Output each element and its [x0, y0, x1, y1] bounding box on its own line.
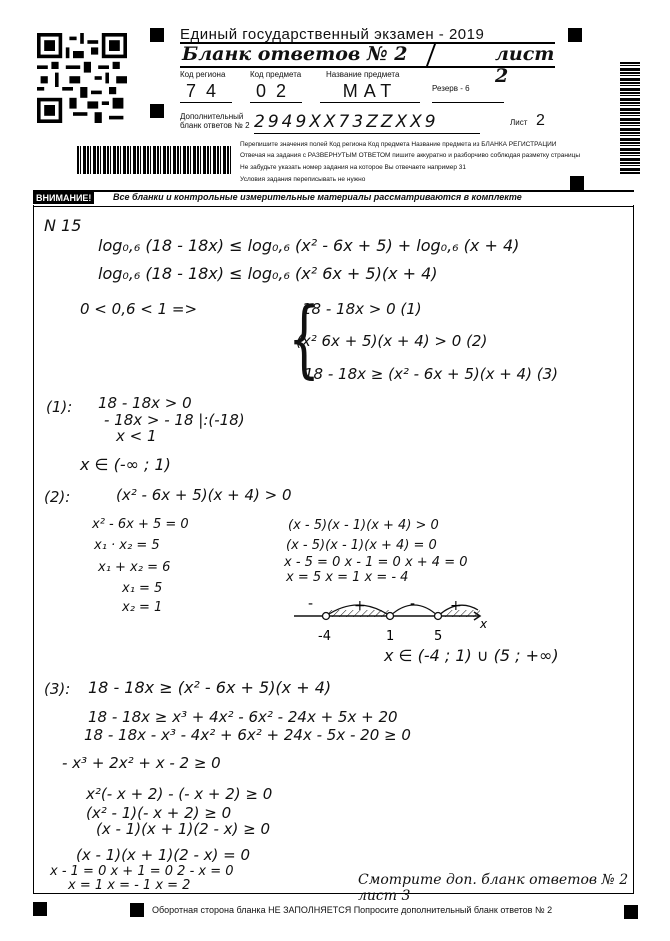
- work-line: x = 1 x = - 1 x = 2: [68, 878, 191, 893]
- alignment-marker: [150, 104, 164, 118]
- system-line: 18 - 18x > 0 (1): [302, 300, 422, 318]
- work-line: 18 - 18x ≥ (x² - 6x + 5)(x + 4): [88, 678, 332, 697]
- tick-label: 5: [434, 629, 443, 644]
- open-point: [323, 613, 330, 620]
- work-line: 18 - 18x > 0: [98, 394, 192, 412]
- horizontal-barcode: [77, 146, 232, 174]
- work-line: x₁ · x₂ = 5: [94, 538, 160, 553]
- alignment-marker: [568, 28, 582, 42]
- part-answer: x ∈ (-4 ; 1) ∪ (5 ; +∞): [384, 646, 559, 665]
- sign-label: +: [354, 598, 366, 614]
- tick-label: 1: [386, 629, 395, 644]
- sheet-number-label: Лист: [510, 118, 528, 127]
- part-label: (2):: [44, 488, 71, 506]
- sheet-label: лист 2: [495, 43, 555, 87]
- sheet-number[interactable]: 2: [536, 112, 545, 129]
- instruction-line-1: Перепишите значения полей Код региона Код предмета Название предмета из БЛАНКА РЕГИСТРАЦИИ: [240, 141, 557, 148]
- work-line: x - 1 = 0 x + 1 = 0 2 - x = 0: [50, 864, 234, 879]
- axis-variable: x: [480, 617, 488, 631]
- qr-code: [37, 33, 127, 123]
- number-line: [290, 588, 500, 648]
- continuation-note: Смотрите доп. бланк ответов № 2 лист 3: [358, 872, 629, 904]
- work-line: 18 - 18x - x³ - 4x² + 6x² + 24x - 5x - 20 ≥ 0: [84, 726, 411, 744]
- vertical-barcode: [620, 62, 640, 174]
- work-line: (x² - 1)(- x + 2) ≥ 0: [86, 804, 232, 822]
- task-number: N 15: [44, 216, 82, 235]
- instruction-line-2: Отвечая на задания с РАЗВЕРНУТЫМ ОТВЕТОМ пишите аккуратно и разборчиво соблюдая разметку страницы: [240, 152, 581, 159]
- work-line: x₂ = 1: [122, 600, 163, 615]
- subject-code-label: Код предмета: [250, 70, 302, 79]
- part-label: (1):: [46, 398, 73, 416]
- system-line: 18 - 18x ≥ (x² - 6x + 5)(x + 4) (3): [304, 365, 558, 383]
- work-line: (x - 1)(x + 1)(2 - x) = 0: [76, 846, 251, 864]
- title-divider: [426, 44, 436, 66]
- open-point: [435, 613, 442, 620]
- work-line: log₀,₆ (18 - 18x) ≤ log₀,₆ (x² - 6x + 5) + log₀,₆ (x + 4): [98, 236, 520, 255]
- instruction-line-4: Условия задания переписывать не нужно: [240, 176, 366, 183]
- work-line: x² - 6x + 5 = 0: [92, 517, 189, 532]
- work-line: 0 < 0,6 < 1 =>: [80, 300, 198, 318]
- work-line: x₁ = 5: [122, 581, 163, 596]
- work-line: x²(- x + 2) - (- x + 2) ≥ 0: [86, 785, 273, 803]
- subject-code-field[interactable]: 02: [250, 80, 302, 103]
- subject-name-label: Название предмета: [326, 70, 400, 79]
- instruction-line-3: Не забудьте указать номер задания на которое Вы отвечаете например 31: [240, 164, 467, 171]
- region-code-field[interactable]: 74: [180, 80, 232, 103]
- work-line: (x - 1)(x + 1)(2 - x) ≥ 0: [96, 820, 271, 838]
- work-line: (x² - 6x + 5)(x + 4) > 0: [116, 486, 292, 504]
- work-line: 18 - 18x ≥ x³ + 4x² - 6x² - 24x + 5x + 20: [88, 708, 398, 726]
- part-label: (3):: [44, 680, 71, 698]
- work-line: - x³ + 2x² + x - 2 ≥ 0: [62, 754, 221, 772]
- attention-badge: ВНИМАНИЕ!: [33, 192, 94, 204]
- region-code-label: Код региона: [180, 70, 226, 79]
- work-line: x = 5 x = 1 x = - 4: [286, 570, 409, 585]
- work-line: log₀,₆ (18 - 18x) ≤ log₀,₆ (x² 6x + 5)(x + 4): [98, 264, 438, 283]
- extra-blank-number[interactable]: 2949XX73ZZXX9: [254, 112, 439, 132]
- alignment-marker: [570, 176, 584, 190]
- alignment-marker: [130, 903, 144, 917]
- sign-label: -: [410, 596, 416, 612]
- system-brace: {: [288, 289, 321, 387]
- reserve-label: Резерв - 6: [432, 84, 470, 93]
- part-answer: x ∈ (-∞ ; 1): [80, 455, 171, 474]
- extra-blank-label: Дополнительный бланк ответов № 2: [180, 112, 250, 130]
- work-line: (x - 5)(x - 1)(x + 4) = 0: [286, 538, 437, 553]
- open-point: [387, 613, 394, 620]
- subject-name-field[interactable]: МАТ: [320, 80, 420, 103]
- sign-label: +: [450, 598, 462, 614]
- reserve-field[interactable]: [432, 102, 504, 103]
- work-line: x < 1: [116, 427, 157, 445]
- work-line: - 18x > - 18 |:(-18): [104, 411, 245, 429]
- extra-blank-underline: [254, 133, 480, 134]
- attention-text: Все бланки и контрольные измерительные материалы рассматриваются в комплекте: [113, 192, 522, 202]
- blank-title: Бланк ответов № 2: [182, 43, 408, 65]
- tick-label: -4: [318, 629, 331, 644]
- system-line: (x² 6x + 5)(x + 4) > 0 (2): [296, 332, 488, 350]
- alignment-marker: [33, 902, 47, 916]
- work-line: (x - 5)(x - 1)(x + 4) > 0: [288, 518, 439, 533]
- alignment-marker: [624, 905, 638, 919]
- work-line: x₁ + x₂ = 6: [98, 560, 171, 575]
- footer-note: Оборотная сторона бланка НЕ ЗАПОЛНЯЕТСЯ Попросите дополнительный бланк ответов № 2: [152, 905, 553, 915]
- work-line: x - 5 = 0 x - 1 = 0 x + 4 = 0: [284, 555, 468, 570]
- sign-label: -: [308, 596, 314, 612]
- alignment-marker: [150, 28, 164, 42]
- exam-title: Единый государственный экзамен - 2019: [180, 26, 485, 43]
